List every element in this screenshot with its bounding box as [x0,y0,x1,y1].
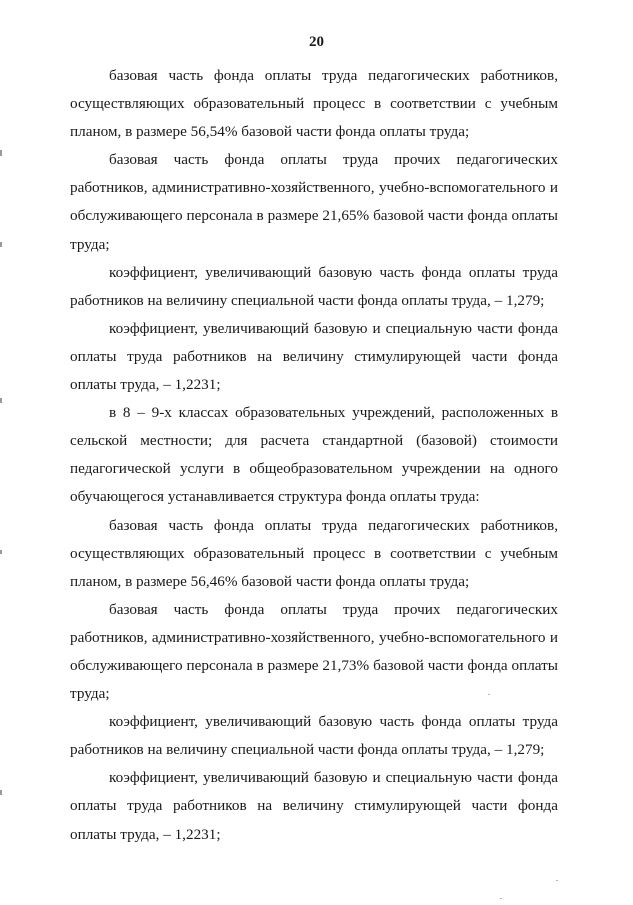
scan-edge-mark [0,790,2,795]
paragraph-basic-teaching-staff: базовая часть фонда оплаты труда педагогических работников, осуществляющих образовательный процесс в соответствии с учебным планом, в размере 56,54% базовой части фонда оплаты труда; [70,67,558,141]
scan-speck [488,694,490,695]
page-number: 20 [309,34,324,50]
paragraph-special-coefficient-2: коэффициент, увеличивающий базовую часть фонда оплаты труда работников на величину специальной части фонда оплаты труда, – 1,279; [70,713,558,759]
paragraph-basic-teaching-staff-2: базовая часть фонда оплаты труда педагогических работников, осуществляющих образовательный процесс в соответствии с учебным планом, в размере 56,46% базовой части фонда оплаты труда; [70,516,558,590]
scan-edge-mark [0,398,2,403]
scan-edge-mark [0,150,2,156]
paragraph-stimulating-coefficient-2: коэффициент, увеличивающий базовую и специальную части фонда оплаты труда работников на величину стимулирующей части фонда оплаты труда, – 1,2231; [70,769,558,843]
paragraph-stimulating-coefficient: коэффициент, увеличивающий базовую и специальную части фонда оплаты труда работников на величину стимулирующей части фонда оплаты труда, – 1,2231; [70,319,558,394]
paragraph-basic-other-staff-2: базовая часть фонда оплаты труда прочих педагогических работников, административно-хозяйственного, учебно-вспомогательного и обслуживающего персонала в размере 21,73% базовой части фонда оплаты труда; [70,600,558,703]
paragraph-rural-grades-8-9: в 8 – 9-х классах образовательных учреждений, расположенных в сельской местности; для расчета стандартной (базовой) стоимости педагогической услуги в общеобразовательном учреждении на одного обучающегося устанавливается структура фонда оплаты труда: [70,404,558,506]
paragraph-basic-other-staff: базовая часть фонда оплаты труда прочих педагогических работников, административно-хозяйственного, учебно-вспомогательного и обслуживающего персонала в размере 21,65% базовой части фонда оплаты труда; [70,151,558,253]
scan-edge-mark [0,242,2,247]
document-body [70,62,558,849]
scan-speck [556,880,558,881]
scan-edge-mark [0,550,2,554]
scan-speck [500,898,502,899]
paragraph-special-coefficient: коэффициент, увеличивающий базовую часть фонда оплаты труда работников на величину специальной части фонда оплаты труда, – 1,279; [70,263,558,309]
